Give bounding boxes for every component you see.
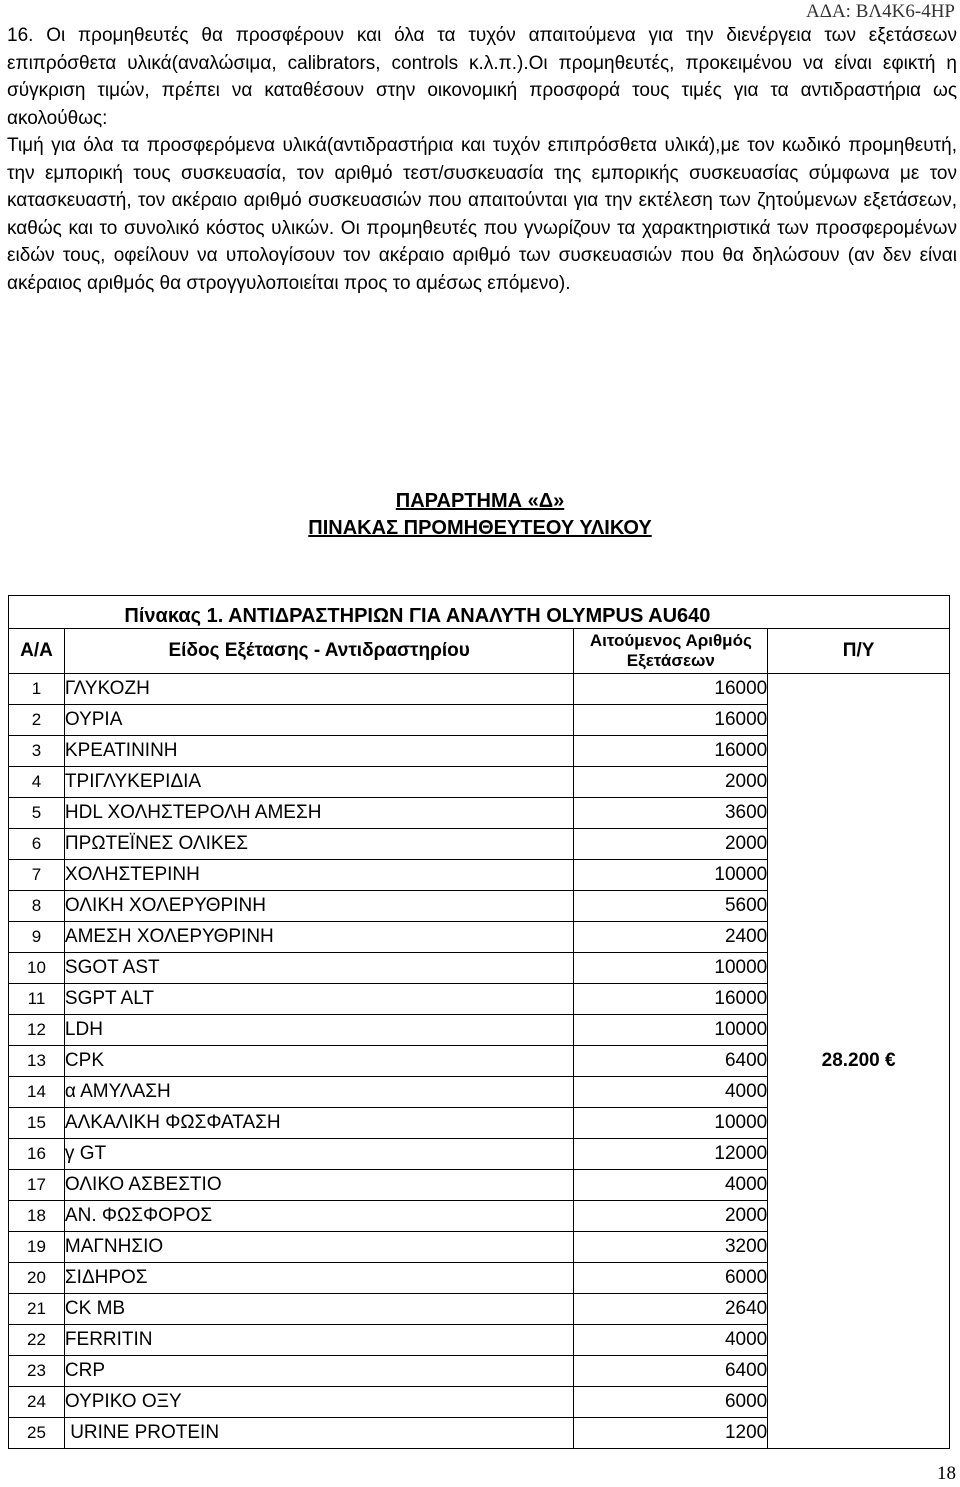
row-item-name: ΧΟΛΗΣΤΕΡΙΝΗ bbox=[64, 860, 574, 891]
paragraph-pricing: Τιμή για όλα τα προσφερόμενα υλικά(αντιδραστήρια και τυχόν επιπρόσθετα υλικά),με τον κωδικό προμηθευτή, την εμπορική τους συσκευασία, τον αριθμό τεστ/συσκευασία της εμπορικής συσκευασίας σύμφωνα με τον κατασκευαστή, τον ακέραιο αριθμό συσκευασιών που απαιτούνται για την εκτέλεση των ζητούμενων εξετάσεων, καθώς και το συνολικό κόστος υλικών. Οι προμηθευτές που γνωρίζουν τα χαρακτηριστικά των προσφερομένων ειδών τους, οφείλουν να υπολογίσουν τον ακέραιο αριθμό των συσκευασιών που θα δηλώσουν (αν δεν είναι ακέραιος αριθμός θα στρογγυλοποιείται προς το αμέσως επόμενο). bbox=[7, 135, 957, 294]
row-item-name: SGPT ALT bbox=[64, 984, 574, 1015]
row-item-name: ΑΝ. ΦΩΣΦΟΡΟΣ bbox=[64, 1201, 574, 1232]
row-index: 12 bbox=[9, 1015, 65, 1046]
body-text bbox=[7, 22, 957, 297]
table-row bbox=[9, 674, 950, 705]
row-index: 18 bbox=[9, 1201, 65, 1232]
row-item-name: ΣΙΔΗΡΟΣ bbox=[64, 1263, 574, 1294]
ada-code: ΑΔΑ: ΒΛ4Κ6-4ΗΡ bbox=[806, 1, 955, 22]
row-item-name: ΟΛΙΚΗ ΧΟΛΕΡΥΘΡΙΝΗ bbox=[64, 891, 574, 922]
row-quantity: 2400 bbox=[574, 922, 768, 953]
table-caption: Πίνακας 1. ΑΝΤΙΔΡΑΣΤΗΡΙΩΝ ΓΙΑ ΑΝΑΛΥΤΗ OLYMPUS AU640 bbox=[64, 596, 767, 629]
row-quantity: 2000 bbox=[574, 1201, 768, 1232]
row-quantity: 16000 bbox=[574, 736, 768, 767]
row-item-name: FERRITIN bbox=[64, 1325, 574, 1356]
row-quantity: 5600 bbox=[574, 891, 768, 922]
row-quantity: 16000 bbox=[574, 674, 768, 705]
row-index: 16 bbox=[9, 1139, 65, 1170]
row-item-name: ΟΥΡΙΚΟ ΟΞΥ bbox=[64, 1387, 574, 1418]
row-index: 10 bbox=[9, 953, 65, 984]
row-item-name: LDH bbox=[64, 1015, 574, 1046]
row-index: 4 bbox=[9, 767, 65, 798]
row-item-name: ΑΛΚΑΛΙΚΗ ΦΩΣΦΑΤΑΣΗ bbox=[64, 1108, 574, 1139]
header-quantity-line2: Εξετάσεων bbox=[626, 651, 715, 670]
row-index: 17 bbox=[9, 1170, 65, 1201]
row-quantity: 1200 bbox=[574, 1418, 768, 1449]
row-item-name: α ΑΜΥΛΑΣΗ bbox=[64, 1077, 574, 1108]
paragraph-16: 16. Οι προμηθευτές θα προσφέρουν και όλα τα τυχόν απαιτούμενα για την διενέργεια των εξετάσεων επιπρόσθετα υλικά(αναλώσιμα, calibrators, controls κ.λ.π.).Οι προμηθευτές, προκειμένου να είναι εφικτή η σύγκριση τιμών, πρέπει να καταθέσουν στην οικονομική προσφορά τους τιμές για τα αντιδραστήρια ως ακολούθως: bbox=[7, 25, 957, 129]
row-index: 11 bbox=[9, 984, 65, 1015]
row-quantity: 2000 bbox=[574, 767, 768, 798]
row-quantity: 2640 bbox=[574, 1294, 768, 1325]
header-quantity bbox=[574, 629, 768, 674]
row-item-name: CK MB bbox=[64, 1294, 574, 1325]
row-item-name: CRP bbox=[64, 1356, 574, 1387]
row-item-name: SGOT AST bbox=[64, 953, 574, 984]
row-index: 25 bbox=[9, 1418, 65, 1449]
row-quantity: 6000 bbox=[574, 1263, 768, 1294]
row-quantity: 3200 bbox=[574, 1232, 768, 1263]
row-index: 13 bbox=[9, 1046, 65, 1077]
row-index: 7 bbox=[9, 860, 65, 891]
row-index: 6 bbox=[9, 829, 65, 860]
annex-title: ΠΑΡΑΡΤΗΜΑ «Δ» bbox=[395, 490, 565, 512]
row-item-name: ΟΥΡΙΑ bbox=[64, 705, 574, 736]
header-quantity-line1: Αιτούμενος Αριθμός bbox=[589, 631, 752, 650]
row-index: 20 bbox=[9, 1263, 65, 1294]
row-item-name: ΓΛΥΚΟΖΗ bbox=[64, 674, 574, 705]
row-item-name: ΟΛΙΚΟ ΑΣΒΕΣΤΙΟ bbox=[64, 1170, 574, 1201]
row-quantity: 2000 bbox=[574, 829, 768, 860]
row-quantity: 4000 bbox=[574, 1077, 768, 1108]
row-quantity: 10000 bbox=[574, 860, 768, 891]
row-index: 2 bbox=[9, 705, 65, 736]
header-item: Είδος Εξέτασης - Αντιδραστηρίου bbox=[64, 629, 574, 674]
budget-value: 28.200 € bbox=[768, 674, 950, 1449]
row-item-name: CPK bbox=[64, 1046, 574, 1077]
row-quantity: 16000 bbox=[574, 984, 768, 1015]
row-item-name: ΠΡΩΤΕΪΝΕΣ ΟΛΙΚΕΣ bbox=[64, 829, 574, 860]
row-index: 24 bbox=[9, 1387, 65, 1418]
row-quantity: 4000 bbox=[574, 1325, 768, 1356]
row-index: 5 bbox=[9, 798, 65, 829]
row-quantity: 10000 bbox=[574, 1108, 768, 1139]
row-quantity: 6400 bbox=[574, 1356, 768, 1387]
row-index: 8 bbox=[9, 891, 65, 922]
row-quantity: 16000 bbox=[574, 705, 768, 736]
row-quantity: 10000 bbox=[574, 1015, 768, 1046]
row-item-name: ΜΑΓΝΗΣΙΟ bbox=[64, 1232, 574, 1263]
row-item-name: URINE PROTEIN bbox=[64, 1418, 574, 1449]
row-index: 14 bbox=[9, 1077, 65, 1108]
table-caption-row bbox=[9, 596, 950, 629]
page-number: 18 bbox=[937, 1463, 956, 1484]
row-quantity: 6000 bbox=[574, 1387, 768, 1418]
row-index: 23 bbox=[9, 1356, 65, 1387]
row-index: 15 bbox=[9, 1108, 65, 1139]
row-quantity: 12000 bbox=[574, 1139, 768, 1170]
row-index: 9 bbox=[9, 922, 65, 953]
row-index: 1 bbox=[9, 674, 65, 705]
row-index: 21 bbox=[9, 1294, 65, 1325]
row-item-name: ΤΡΙΓΛΥΚΕΡΙΔΙΑ bbox=[64, 767, 574, 798]
row-item-name: ΑΜΕΣΗ ΧΟΛΕΡΥΘΡΙΝΗ bbox=[64, 922, 574, 953]
row-item-name: HDL ΧΟΛΗΣΤΕΡΟΛΗ ΑΜΕΣΗ bbox=[64, 798, 574, 829]
table-header-row bbox=[9, 629, 950, 674]
row-index: 22 bbox=[9, 1325, 65, 1356]
row-item-name: ΚΡΕΑΤΙΝΙΝΗ bbox=[64, 736, 574, 767]
row-quantity: 3600 bbox=[574, 798, 768, 829]
header-index: Α/Α bbox=[9, 629, 65, 674]
row-quantity: 10000 bbox=[574, 953, 768, 984]
row-quantity: 4000 bbox=[574, 1170, 768, 1201]
row-index: 19 bbox=[9, 1232, 65, 1263]
reagents-table bbox=[8, 595, 950, 1449]
row-item-name: γ GT bbox=[64, 1139, 574, 1170]
header-budget: Π/Υ bbox=[768, 629, 950, 674]
row-index: 3 bbox=[9, 736, 65, 767]
annex-subtitle: ΠΙΝΑΚΑΣ ΠΡΟΜΗΘΕΥΤΕΟΥ ΥΛΙΚΟΥ bbox=[308, 517, 652, 539]
row-quantity: 6400 bbox=[574, 1046, 768, 1077]
